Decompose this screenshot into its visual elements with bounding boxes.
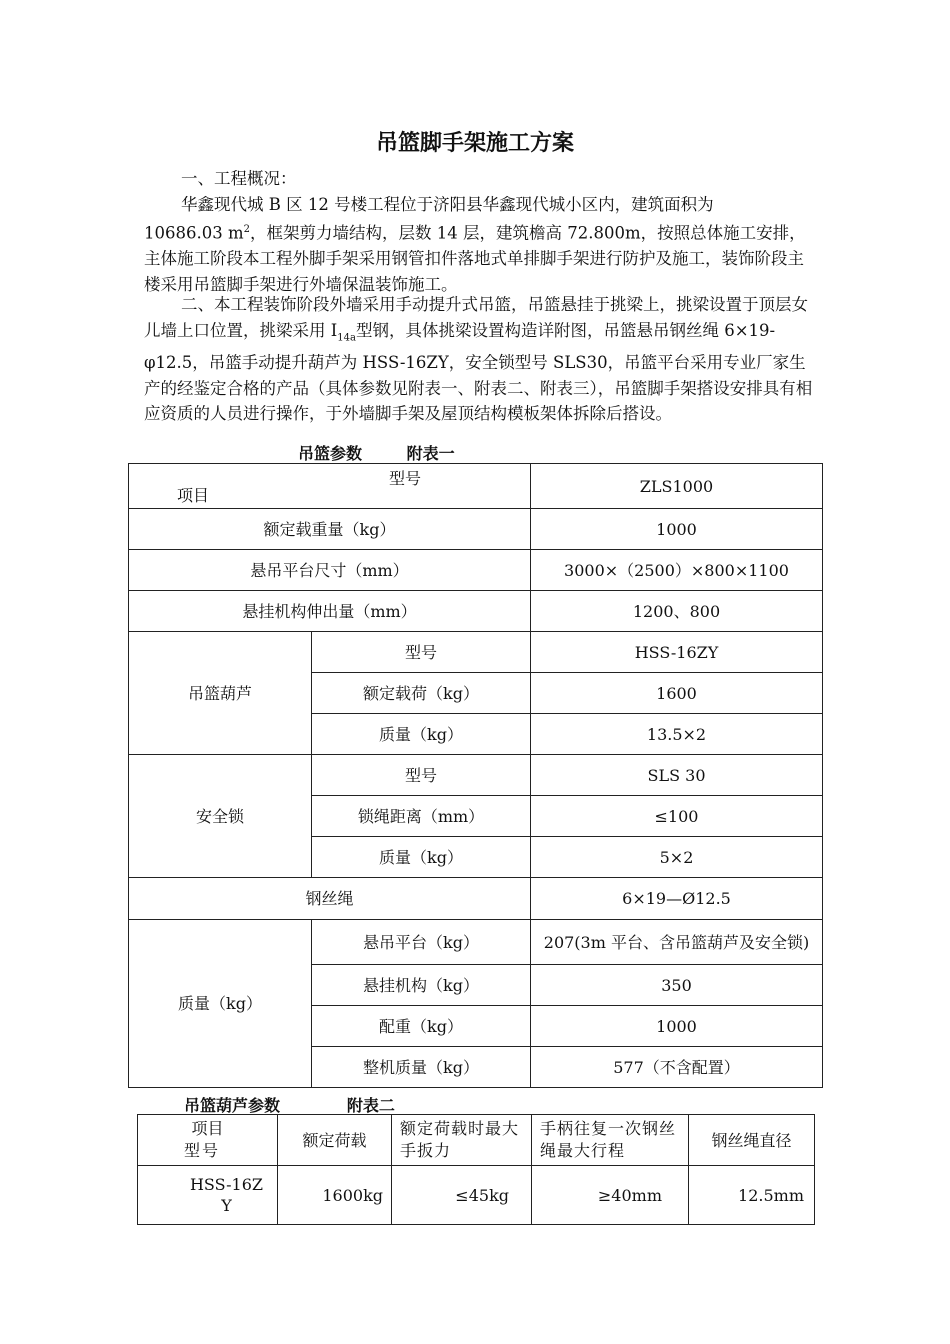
header-rope-diameter: 钢丝绳直径 (689, 1115, 815, 1166)
platform-size-value: 3000×（2500）×800×1100 (531, 550, 823, 591)
hoist-rope: 12.5mm (689, 1166, 815, 1225)
hoist-model: HSS-16ZY (138, 1166, 278, 1225)
rated-load-label: 额定载重量（kg） (129, 509, 531, 550)
table-2-caption: 吊篮葫芦参数 附表二 (184, 1096, 395, 1115)
mass-group: 质量（kg） (129, 920, 312, 1088)
lock-dist-label: 锁绳距离（mm） (312, 796, 531, 837)
hoist-load-label: 额定载荷（kg） (312, 673, 531, 714)
hoist-load-value: 1600 (531, 673, 823, 714)
lock-model-label: 型号 (312, 755, 531, 796)
mass-suspension-value: 350 (531, 965, 823, 1006)
hoist-mass-label: 质量（kg） (312, 714, 531, 755)
hoist-mass-value: 13.5×2 (531, 714, 823, 755)
header-item-model: 项目 型号 (138, 1115, 278, 1166)
rated-load-value: 1000 (531, 509, 823, 550)
mass-suspension-label: 悬挂机构（kg） (312, 965, 531, 1006)
mass-platform-label: 悬吊平台（kg） (312, 920, 531, 965)
hoist-group: 吊篮葫芦 (129, 632, 312, 755)
section-2 (144, 292, 816, 427)
rope-value: 6×19—Ø12.5 (531, 878, 823, 920)
hoist-load: 1600kg (278, 1166, 392, 1225)
model-value: ZLS1000 (531, 464, 823, 509)
basket-params-table (128, 463, 823, 1088)
lock-group: 安全锁 (129, 755, 312, 878)
lock-mass-label: 质量（kg） (312, 837, 531, 878)
header-diagonal-cell: 型号 项目 (129, 464, 531, 509)
mass-platform-value: 207(3m 平台、含吊篮葫芦及安全锁) (531, 920, 823, 965)
mass-total-value: 577（不含配置） (531, 1047, 823, 1088)
hoist-params-table (137, 1114, 815, 1225)
outreach-value: 1200、800 (531, 591, 823, 632)
hoist-force: ≤45kg (392, 1166, 532, 1225)
lock-dist-value: ≤100 (531, 796, 823, 837)
section-1-body: 华鑫现代城 B 区 12 号楼工程位于济阳县华鑫现代城小区内，建筑面积为 10686.03 $m^2$，框架剪力墙结构，层数 14 层，建筑檐高 72.800m，按照总体施工安排，主体施工阶段本工程外脚手架采用钢管扣件落地式单排脚手架进行防护及施工，装饰阶段主楼采用吊篮脚手架进行外墙保温装饰施工。 (144, 194, 806, 294)
mass-counter-label: 配重（kg） (312, 1006, 531, 1047)
section-1 (144, 166, 816, 297)
section-2-body: 二、本工程装饰阶段外墙采用手动提升式吊篮，吊篮悬挂于挑梁上，挑梁设置于顶层女儿墙上口位置，挑梁采用 $I_{14a}$型钢，具体挑梁设置构造详附图，吊篮悬吊钢丝绳 6×19-φ12.5，吊篮手动提升葫芦为 HSS-16ZY，安全锁型号 SLS30，吊篮平台采用专业厂家生产的经鉴定合格的产品（具体参数见附表一、附表二、附表三），吊篮脚手架搭设安排具有相应资质的人员进行操作，于外墙脚手架及屋顶结构模板架体拆除后搭设。 (144, 295, 813, 424)
outreach-label: 悬挂机构伸出量（mm） (129, 591, 531, 632)
header-max-stroke: 手柄往复一次钢丝绳最大行程 (532, 1115, 689, 1166)
hoist-model-label: 型号 (312, 632, 531, 673)
mass-total-label: 整机质量（kg） (312, 1047, 531, 1088)
platform-size-label: 悬吊平台尺寸（mm） (129, 550, 531, 591)
hoist-stroke: ≥40mm (532, 1166, 689, 1225)
hoist-model-value: HSS-16ZY (531, 632, 823, 673)
header-max-force: 额定荷载时最大手扳力 (392, 1115, 532, 1166)
table-1-caption: 吊篮参数 附表一 (298, 444, 455, 463)
lock-model-value: SLS 30 (531, 755, 823, 796)
header-rated-load: 额定荷载 (278, 1115, 392, 1166)
lock-mass-value: 5×2 (531, 837, 823, 878)
rope-label: 钢丝绳 (129, 878, 531, 920)
mass-counter-value: 1000 (531, 1006, 823, 1047)
document-title: 吊篮脚手架施工方案 (375, 130, 574, 156)
section-1-heading: 一、工程概况： (181, 169, 297, 188)
